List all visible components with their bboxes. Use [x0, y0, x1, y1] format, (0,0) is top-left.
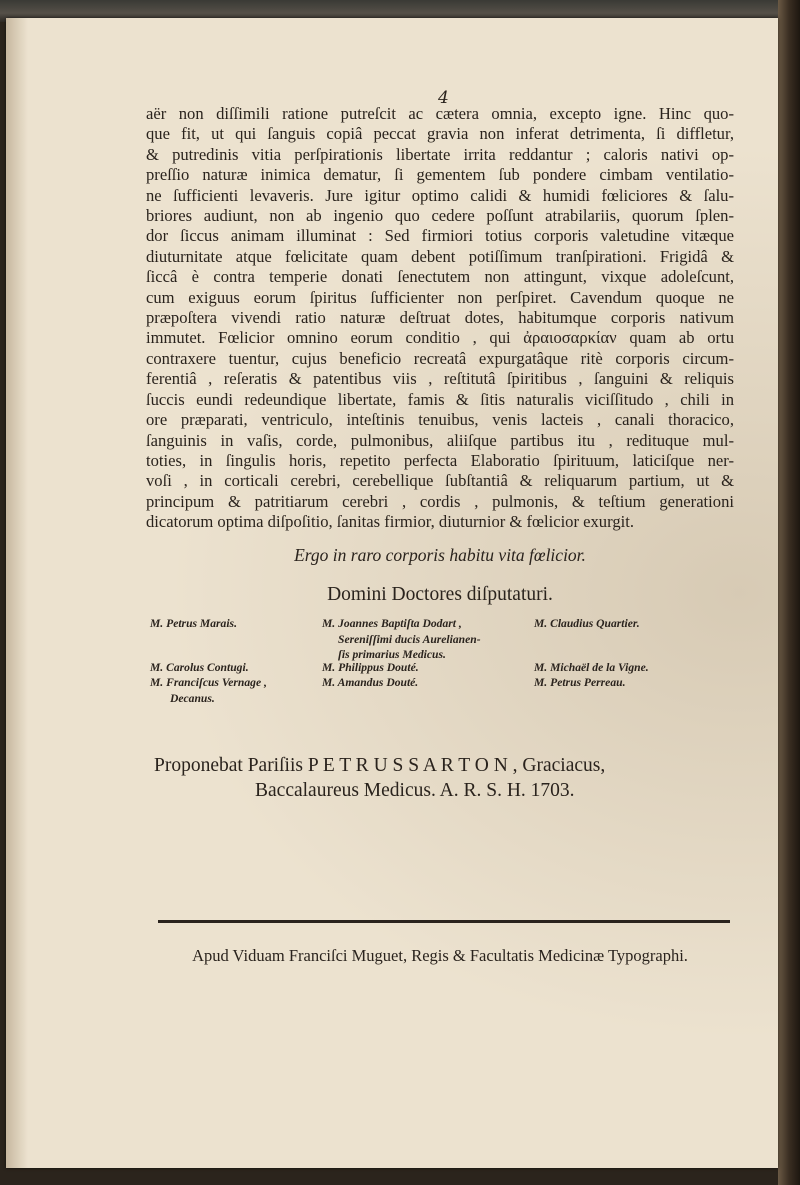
body-line: toties, in ſingulis horis, repetito perfecta Elaboratio ſpirituum, laticiſque ner- [146, 450, 734, 470]
doctor-entry [322, 660, 419, 676]
proponent-line: Baccalaureus Medicus. A. R. S. H. 1703. [255, 780, 575, 801]
page-number: 4 [438, 88, 449, 108]
body-line: ore præparati, ventriculo, inteſtinis tenuibus, venis lacteis , canali thoracico, [146, 410, 734, 430]
thesis-conclusion: Ergo in raro corporis habitu vita fœlicior. [294, 545, 586, 565]
body-line: principum & patritiarum cerebri , cordis , pulmonis, & teſtium generationi [146, 491, 734, 511]
doctor-name: M. Petrus Marais. [150, 617, 237, 630]
body-line: cum exiguus eorum ſpiritus ſufficienter non perſpiret. Cavendum quoque ne [146, 287, 734, 307]
body-line: briores audiunt, non ab ingenio quo cedere poſſunt atrabilariis, quorum ſplen- [146, 206, 734, 226]
disputants-heading: Domini Doctores diſputaturi. [327, 584, 553, 605]
body-line: ferentiâ , reſeratis & patentibus viis , reſtitutâ ſpiritibus , ſanguini & reliquis [146, 369, 734, 389]
doctor-entry [150, 616, 237, 632]
body-line: preſſio naturæ inimica dematur, ſi gementem ſub pondere cimbam ventilatio- [146, 165, 734, 185]
doctor-name: M. Petrus Perreau. [534, 676, 626, 689]
body-line: ſiccâ è contra temperie donati ſenectutem non attingunt, vixque adoleſcunt, [146, 267, 734, 287]
doctor-name: M. Franciſcus Vernage , [150, 676, 267, 689]
doctor-entry [534, 616, 640, 632]
body-line: dicatorum optima diſpoſitio, ſanitas firmior, diuturnior & fœlicior exurgit. [146, 512, 635, 532]
book-page-edges [778, 0, 800, 1185]
doctor-name: M. Carolus Contugi. [150, 661, 249, 674]
doctor-entry [150, 675, 267, 706]
proponent-line: Proponebat Pariſiis P E T R U S S A R T O N , Graciacus, [154, 755, 606, 776]
body-line: præpoſtera vivendi ratio naturæ deſtruat dotes, habitumque corporis nativum [146, 308, 734, 328]
doctor-name: M. Philippus Douté. [322, 661, 419, 674]
body-line: contraxere tuentur, cujus beneficio recreatâ expurgatâque ritè corporis circum- [146, 348, 734, 368]
body-line: immutet. Fœlicior omnino eorum conditio , qui ἀραιοσαρκίαν quam ab ortu [146, 328, 734, 348]
body-line: voſi , in corticali cerebri, cerebellique ſubſtantiâ & reliquarum partium, ut & [146, 471, 734, 491]
doctor-entry [150, 660, 249, 676]
body-line: ſanguinis in vaſis, corde, pulmonibus, aliiſque partibus itu , redituque mul- [146, 430, 734, 450]
doctor-name: M. Amandus Douté. [322, 676, 419, 689]
body-line: aër non diſſimili ratione putreſcit ac cætera omnia, excepto igne. Hinc quo- [146, 104, 734, 123]
doctor-title: Sereniſſimi ducis Aurelianen- [338, 632, 481, 646]
doctor-title: ſis primarius Medicus. [338, 648, 446, 661]
doctor-entry [322, 616, 481, 663]
printer-imprint: Apud Viduam Franciſci Muguet, Regis & Facultatis Medicinæ Typographi. [192, 946, 688, 965]
doctor-entry [534, 660, 649, 676]
body-line: ne ſufficienti levaveris. Jure igitur optimo calidi & humidi fœliciores & ſalu- [146, 185, 734, 205]
body-line: & putredinis vitia perſpirationis libertate irrita reddantur ; caloris nativi op- [146, 144, 734, 164]
doctor-title: Decanus. [170, 691, 215, 705]
doctor-name: M. Joannes Baptiſta Dodart , [322, 617, 462, 630]
body-line: dor ſiccus animam illuminat : Sed firmiori totius corporis valetudine vitæque [146, 226, 734, 246]
horizontal-rule [158, 920, 730, 923]
proponent-statement [146, 753, 734, 803]
body-line: diuturnitate atque fœlicitate quam debent potiſſimum tranſpirationi. Frigidâ & [146, 246, 734, 266]
book-page [6, 18, 778, 1168]
body-paragraph [146, 104, 734, 533]
doctor-name: M. Michaël de la Vigne. [534, 661, 649, 674]
doctor-name: M. Claudius Quartier. [534, 617, 640, 630]
body-line: que fit, ut qui ſanguis copiâ peccat gravia non inferat detrimenta, ſi diffletur, [146, 124, 734, 144]
doctor-entry [322, 675, 418, 691]
doctor-entry [534, 675, 625, 691]
body-line: ſuccis eundi redeundique libertate, famis & ſitis naturalis viciſſitudo , chili in [146, 389, 734, 409]
